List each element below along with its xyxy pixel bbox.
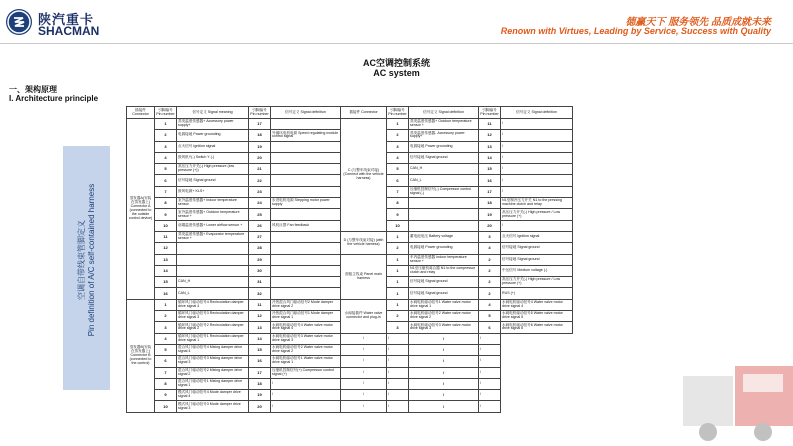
table-cell: / [387, 390, 409, 401]
table-cell [271, 231, 341, 242]
table-cell: 水阀电机驱动信号3 Water valve motor drive signal 3 [271, 333, 341, 344]
table-cell [271, 265, 341, 276]
table-cell: N1至制冷压力开关 N1 to the pressing machine clutch and relay [501, 198, 573, 209]
table-cell: 4 [155, 152, 177, 163]
table-cell: 14 [479, 152, 501, 163]
table-cell [409, 209, 479, 220]
table-cell: 13 [155, 254, 177, 265]
table-cell: 18 [479, 198, 501, 209]
table-cell: / [409, 390, 479, 401]
slogan-en: Renown with Virtues, Leading by Service, Success with Quality [500, 26, 771, 36]
table-cell: 19 [479, 209, 501, 220]
table-cell: CAN_H [177, 277, 249, 288]
table-row [127, 333, 573, 344]
table-cell: 高压压力开关(-) High pressure (low pressure (+)) [177, 164, 249, 175]
table-cell: / [501, 164, 573, 175]
table-cell: 压缩机控制信号(-) Compressor control signal (-) [409, 186, 479, 197]
table-cell: 压缩机控制信号(+) Compressor control signal (+) [271, 367, 341, 378]
table-cell: / [341, 356, 387, 367]
table-cell: 鼓风电源+ KLS+ [177, 186, 249, 197]
table-cell: / [479, 390, 501, 401]
table-cell: 5 [387, 164, 409, 175]
table-cell: / [341, 367, 387, 378]
table-cell: 6 [155, 356, 177, 367]
table-cell: / [387, 378, 409, 389]
table-cell: 水阀电机驱动信号6 Water valve motor drive signal 6 [501, 322, 573, 333]
table-cell: / [501, 152, 573, 163]
table-cell: 7 [155, 186, 177, 197]
table-cell: 3 [155, 141, 177, 152]
table-cell: 水阀电机驱动信号5 Water valve motor drive signal 5 [501, 311, 573, 322]
table-cell [271, 164, 341, 175]
col-header: 信号定义 Signal definition [501, 107, 573, 119]
table-cell: / [409, 367, 479, 378]
table-cell: 外循环电机电源 Speed regulating module control signal [271, 130, 341, 141]
table-cell: 2 [387, 311, 409, 322]
table-cell: 30 [249, 265, 271, 276]
table-cell: 模式风门驱动信号4 Mode damper drive signal 4 [177, 390, 249, 401]
table-cell: / [387, 333, 409, 344]
table-cell: 11 [479, 119, 501, 130]
table-cell: 信号接地 Signal ground [501, 254, 573, 265]
table-cell: 信号接地 Signal ground [501, 243, 573, 254]
table-cell: 10 [387, 220, 409, 231]
table-cell [271, 152, 341, 163]
slogan-cn: 德赢天下 服务领先 品质成就未来 [625, 17, 771, 28]
table-row [127, 254, 573, 265]
table-cell: 8 [155, 378, 177, 389]
shacman-logo-icon [6, 9, 32, 35]
table-cell [177, 254, 249, 265]
table-cell: / [501, 141, 573, 152]
truck-image-icon [673, 356, 793, 446]
col-header: 引脚编号 Pin number [249, 107, 271, 119]
table-cell: / [341, 344, 387, 355]
table-cell: / [409, 378, 479, 389]
table-cell: / [479, 378, 501, 389]
table-cell: 水阀电机驱动信号4 Water valve motor drive signal 4 [271, 322, 341, 333]
table-cell: 13 [479, 141, 501, 152]
table-cell: 3 [387, 322, 409, 333]
col-header: 信号定义 Signal definition [271, 107, 341, 119]
side-label-box [63, 146, 110, 390]
table-cell: 20 [249, 401, 271, 412]
connector-cell: 面板主线束 Panel main harness [341, 254, 387, 299]
table-cell: 循环风门驱动信号2 Recirculation damper drive signal 2 [177, 322, 249, 333]
table-cell: 6 [155, 175, 177, 186]
col-header: 引脚编号 Pin number [479, 107, 501, 119]
table-cell: 20 [479, 220, 501, 231]
table-cell: 1 [155, 299, 177, 310]
table-cell: 循环风门驱动信号4 Recirculation damper drive signal 4 [177, 299, 249, 310]
table-row [127, 356, 573, 367]
table-cell: 4 [479, 243, 501, 254]
table-cell: 1 [387, 265, 409, 276]
table-cell: 17 [249, 367, 271, 378]
table-cell: / [271, 390, 341, 401]
table-cell [271, 254, 341, 265]
table-cell [177, 265, 249, 276]
table-row [127, 390, 573, 401]
table-cell: 16 [249, 356, 271, 367]
table-cell: RUS (+) [501, 288, 573, 299]
table-cell: 2 [479, 265, 501, 276]
table-cell: 15 [249, 344, 271, 355]
table-cell: / [409, 356, 479, 367]
table-cell: 水阀电机驱动信号1 Water valve motor drive signal 1 [271, 356, 341, 367]
table-cell: 鼓风机Y(-) Switch Y (-) [177, 152, 249, 163]
table-cell: 18 [249, 130, 271, 141]
table-cell: 13 [249, 322, 271, 333]
table-cell: 2 [479, 277, 501, 288]
table-cell: / [501, 175, 573, 186]
table-cell: / [409, 344, 479, 355]
table-cell: / [271, 378, 341, 389]
header-divider [0, 43, 793, 44]
table-cell: 25 [249, 209, 271, 220]
side-label-cn: 空调自带线束管脚定义 [77, 220, 86, 300]
table-cell: 11 [155, 231, 177, 242]
table-row [127, 231, 573, 242]
table-cell: 高压压力开关(-) High pressure / Low pressure (+) [501, 277, 573, 288]
table-cell: / [387, 356, 409, 367]
table-cell: 10 [155, 401, 177, 412]
table-cell: 9 [387, 209, 409, 220]
table-cell: 2 [479, 254, 501, 265]
table-cell: 7 [155, 367, 177, 378]
table-cell: 前端温度传感器+ Lower airflow sensor + [177, 220, 249, 231]
table-cell: 11 [249, 299, 271, 310]
table-cell [271, 186, 341, 197]
table-row [127, 367, 573, 378]
table-cell: 4 [479, 299, 501, 310]
table-cell: 26 [249, 220, 271, 231]
table-cell: 循环风门驱动信号3 Recirculation damper drive signal 3 [177, 311, 249, 322]
section-heading-en: I. Architecture principle [9, 94, 99, 103]
table-row [127, 378, 573, 389]
table-cell: 混合风门驱动信号4 Mixing damper drive signal 4 [177, 344, 249, 355]
brand-name-en: SHACMAN [38, 24, 100, 38]
table-cell: 2 [387, 243, 409, 254]
table-cell: 信号接地 Signal ground [409, 277, 479, 288]
table-cell: 室外温度传感器+ Indoor temperature sensor [177, 198, 249, 209]
section-heading-cn: 一、架构原理 [9, 85, 57, 94]
table-cell: CAN_L [409, 175, 479, 186]
table-cell: 水阀电机驱动信号2 Water valve motor drive signal 2 [271, 344, 341, 355]
table-cell: 车内温度传感器 Indoor temperature sensor + [409, 254, 479, 265]
table-cell: 2 [479, 288, 501, 299]
table-cell: 4 [155, 333, 177, 344]
table-cell: 14 [249, 333, 271, 344]
table-cell: 31 [249, 277, 271, 288]
table-cell: 点火信号 Ignition signal [177, 141, 249, 152]
table-cell: 9 [155, 209, 177, 220]
table-cell: / [409, 333, 479, 344]
table-cell: 23 [249, 186, 271, 197]
connector-cell: 蒸发器B(安装在蒸发器上) Connector B (connected to the control) [127, 299, 155, 412]
table-cell: 1 [387, 254, 409, 265]
table-cell: 混合风门驱动信号2 Mixing damper drive signal 2 [177, 367, 249, 378]
col-header: 插接件 Connector [341, 107, 387, 119]
table-cell: 蒸发温度传感器+ Outdoor temperature sensor + [409, 119, 479, 130]
table-cell: / [387, 344, 409, 355]
table-cell: 17 [249, 119, 271, 130]
table-cell: 蒸发温度传感器+ Evaporator temperature sensor + [177, 231, 249, 242]
table-cell [271, 209, 341, 220]
table-cell: 信号接地 Signal ground [177, 175, 249, 186]
table-cell: 12 [479, 130, 501, 141]
table-cell: 1 [155, 119, 177, 130]
table-cell: 1 [387, 277, 409, 288]
table-cell: 1 [387, 231, 409, 242]
table-cell: 2 [155, 130, 177, 141]
table-cell: / [479, 356, 501, 367]
table-cell: 1 [387, 119, 409, 130]
table-cell: 24 [249, 198, 271, 209]
table-cell: 12 [155, 243, 177, 254]
table-cell: 混合风门驱动信号3 Mixing damper drive signal 3 [177, 356, 249, 367]
table-cell: 循环风门驱动信号1 Recirculation damper drive signal 1 [177, 333, 249, 344]
table-cell: 1 [387, 288, 409, 299]
connector-cell: 水阀接插件 Water valve connector and plug-in [341, 299, 387, 333]
table-header-row [127, 107, 573, 119]
table-cell: 19 [249, 390, 271, 401]
table-cell: 3 [387, 141, 409, 152]
table-cell [271, 243, 341, 254]
table-cell: / [341, 401, 387, 412]
table-cell: 16 [155, 288, 177, 299]
table-cell: 21 [249, 164, 271, 175]
table-cell [271, 119, 341, 130]
table-cell: 冷热混合风门驱动信号1 Mode damper drive signal 1 [271, 311, 341, 322]
table-cell: 信号接地 Signal ground [409, 152, 479, 163]
table-cell: 14 [155, 265, 177, 276]
table-cell: 20 [249, 152, 271, 163]
table-row [127, 401, 573, 412]
table-cell: 9 [155, 390, 177, 401]
table-cell: 6 [387, 175, 409, 186]
table-row [127, 299, 573, 310]
table-cell [409, 198, 479, 209]
table-cell [271, 175, 341, 186]
table-cell: 4 [387, 152, 409, 163]
table-cell [271, 288, 341, 299]
table-cell: 8 [155, 198, 177, 209]
header-bar [0, 0, 793, 44]
connector-cell: D (与整车线束对接) (with the vehicle harness) [341, 231, 387, 254]
table-cell: 高压压力开关(-) High pressure / Low pressure (+) [501, 209, 573, 220]
col-header: 引脚编号 Pin number [155, 107, 177, 119]
table-cell: 16 [479, 175, 501, 186]
table-cell: 风机反馈 Fan feedback [271, 220, 341, 231]
table-cell: 1 [387, 299, 409, 310]
table-cell [271, 277, 341, 288]
side-label [77, 138, 97, 382]
doc-title-cn: AC空调控制系统 [363, 58, 430, 68]
table-cell: 蒸发温度传感器+ Accessory power supply+ [177, 119, 249, 130]
table-cell: 信号接地 Signal ground [409, 288, 479, 299]
table-cell: 水阀电机驱动信号2 Water valve motor drive signal 2 [409, 311, 479, 322]
table-cell: / [409, 401, 479, 412]
col-header: 信号定义 Signal definition [409, 107, 479, 119]
table-cell: 中压信号 Medium voltage (-) [501, 265, 573, 276]
table-cell: / [479, 344, 501, 355]
table-cell: N1至压缩机离合器 N1 to the compressor clutch and relay [409, 265, 479, 276]
table-cell: 10 [155, 220, 177, 231]
table-cell: / [479, 401, 501, 412]
table-cell: 15 [155, 277, 177, 288]
table-cell: / [387, 401, 409, 412]
table-cell: 2 [387, 130, 409, 141]
table-cell: / [501, 220, 573, 231]
connector-cell: 蒸发器A(安装在蒸发器上) Connector A (connected to the outside control device) [127, 119, 155, 300]
table-cell: 3 [155, 322, 177, 333]
table-cell [271, 141, 341, 152]
table-cell: / [501, 130, 573, 141]
col-header: 引脚编号 Pin number [387, 107, 409, 119]
table-cell: 点火信号 Ignition signal [501, 231, 573, 242]
col-header: 插接件 Connector [127, 107, 155, 119]
table-cell: 模式风门驱动信号3 Mode damper drive signal 3 [177, 401, 249, 412]
table-cell: 18 [249, 378, 271, 389]
side-label-en: Pin definition of A/C self-contained harness [87, 183, 96, 337]
table-row [127, 119, 573, 130]
doc-title-en: AC system [373, 68, 420, 78]
table-cell: 5 [479, 311, 501, 322]
table-cell: / [479, 333, 501, 344]
col-header: 信号定义 Signal meaning [177, 107, 249, 119]
table-cell: 15 [479, 164, 501, 175]
table-cell: 冷热混合风门驱动信号2 Mode damper drive signal 2 [271, 299, 341, 310]
table-cell: 5 [155, 344, 177, 355]
table-cell: CAN_H [409, 164, 479, 175]
table-cell: 6 [479, 322, 501, 333]
brand-name-cn: 陕汽重卡 [38, 12, 95, 27]
table-cell: 电源接地 Power grounding [409, 243, 479, 254]
table-cell: 5 [155, 164, 177, 175]
connector-cell: C (与整车线束对接) (Connect with the vehicle harness) [341, 119, 387, 232]
table-cell: / [501, 186, 573, 197]
table-cell: / [341, 378, 387, 389]
table-cell: 水阀电机驱动信号4 Water valve motor drive signal 4 [501, 299, 573, 310]
table-cell: CAN_L [177, 288, 249, 299]
table-cell: 电源接地 Power grounding [177, 130, 249, 141]
pin-definition-table [126, 106, 573, 413]
table-cell: 28 [249, 243, 271, 254]
table-cell: / [501, 119, 573, 130]
table-cell: 8 [387, 198, 409, 209]
table-cell [177, 243, 249, 254]
table-cell: 27 [249, 231, 271, 242]
table-cell: 29 [249, 254, 271, 265]
table-cell [409, 220, 479, 231]
table-cell: 7 [387, 186, 409, 197]
table-cell: 室外温度传感器+ Outdoor temperature sensor + [177, 209, 249, 220]
table-cell: / [271, 401, 341, 412]
table-cell: 32 [249, 288, 271, 299]
table-cell: / [341, 333, 387, 344]
table-cell: 蓄电池电压 Battery voltage [409, 231, 479, 242]
table-row [127, 344, 573, 355]
table-cell: 水阀电机驱动信号3 Water valve motor drive signal 3 [409, 322, 479, 333]
table-cell: / [341, 390, 387, 401]
table-cell: 2 [155, 311, 177, 322]
table-cell: / [479, 367, 501, 378]
table-cell: 步进电机电源 Stepping motor power supply [271, 198, 341, 209]
table-cell: 19 [249, 141, 271, 152]
table-cell: 水阀电机驱动信号1 Water valve motor drive signal 1 [409, 299, 479, 310]
table-cell: 22 [249, 175, 271, 186]
table-cell: 电源接地 Power grounding [409, 141, 479, 152]
table-cell: 3 [479, 231, 501, 242]
table-cell: 混合风门驱动信号1 Mixing damper drive signal 1 [177, 378, 249, 389]
table-cell: / [387, 367, 409, 378]
table-cell: 17 [479, 186, 501, 197]
table-cell: 12 [249, 311, 271, 322]
table-cell: 蒸发温度传感器- Accessory power supply+ [409, 130, 479, 141]
